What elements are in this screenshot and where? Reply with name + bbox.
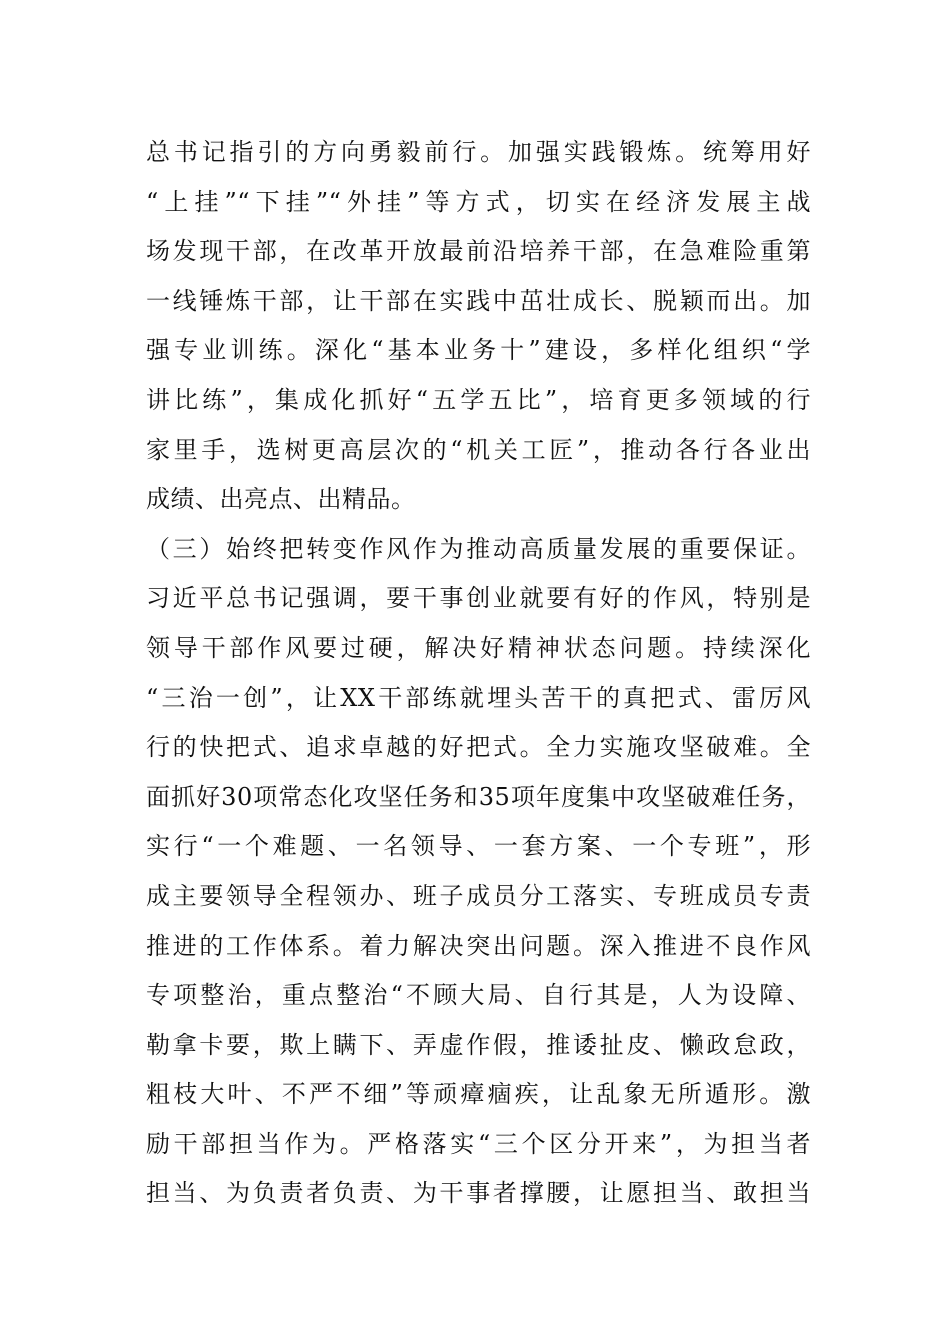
document-body bbox=[146, 128, 811, 1219]
text-line: 粗枝大叶、不严不细”等顽瘴痼疾，让乱象无所遁形。激 bbox=[146, 1080, 811, 1109]
text-line: 场发现干部，在改革开放最前沿培养干部，在急难险重第 bbox=[146, 237, 811, 266]
text-line: 专项整治，重点整治“不顾大局、自行其是，人为设障、 bbox=[146, 981, 811, 1010]
text-line: 总书记指引的方向勇毅前行。加强实践锻炼。统筹用好 bbox=[146, 138, 811, 166]
section-heading-line: （三）始终把转变作风作为推动高质量发展的重要保证。 bbox=[146, 534, 811, 563]
text-line: 勒拿卡要，欺上瞒下、弄虚作假，推诿扯皮、懒政怠政， bbox=[146, 1030, 811, 1059]
text-line: 习近平总书记强调，要干事创业就要有好的作风，特别是 bbox=[146, 584, 811, 613]
text-line: 一线锤炼干部，让干部在实践中茁壮成长、脱颖而出。加 bbox=[146, 286, 811, 315]
text-line: 讲比练”，集成化抓好“五学五比”，培育更多领域的行 bbox=[146, 385, 811, 414]
text-line: 面抓好30项常态化攻坚任务和35项年度集中攻坚破难任务， bbox=[146, 782, 811, 811]
text-line: 领导干部作风要过硬，解决好精神状态问题。持续深化 bbox=[146, 633, 811, 662]
text-line: 实行“一个难题、一名领导、一套方案、一个专班”，形 bbox=[146, 832, 811, 861]
text-line: 成主要领导全程领办、班子成员分工落实、专班成员专责 bbox=[146, 881, 811, 910]
text-line: 担当、为负责者负责、为干事者撑腰，让愿担当、敢担当 bbox=[146, 1179, 811, 1208]
text-line: 家里手，选树更高层次的“机关工匠”，推动各行各业出 bbox=[146, 435, 811, 464]
text-line: “三治一创”，让XX干部练就埋头苦干的真把式、雷厉风 bbox=[146, 683, 811, 712]
text-line: 推进的工作体系。着力解决突出问题。深入推进不良作风 bbox=[146, 931, 811, 960]
text-line: 强专业训练。深化“基本业务十”建设，多样化组织“学 bbox=[146, 336, 811, 365]
text-line: 励干部担当作为。严格落实“三个区分开来”，为担当者 bbox=[146, 1129, 811, 1158]
text-line: 行的快把式、追求卓越的好把式。全力实施攻坚破难。全 bbox=[146, 733, 811, 762]
text-line: “上挂”“下挂”“外挂”等方式，切实在经济发展主战 bbox=[146, 187, 811, 216]
paragraph-end-line: 成绩、出亮点、出精品。 bbox=[146, 485, 416, 514]
